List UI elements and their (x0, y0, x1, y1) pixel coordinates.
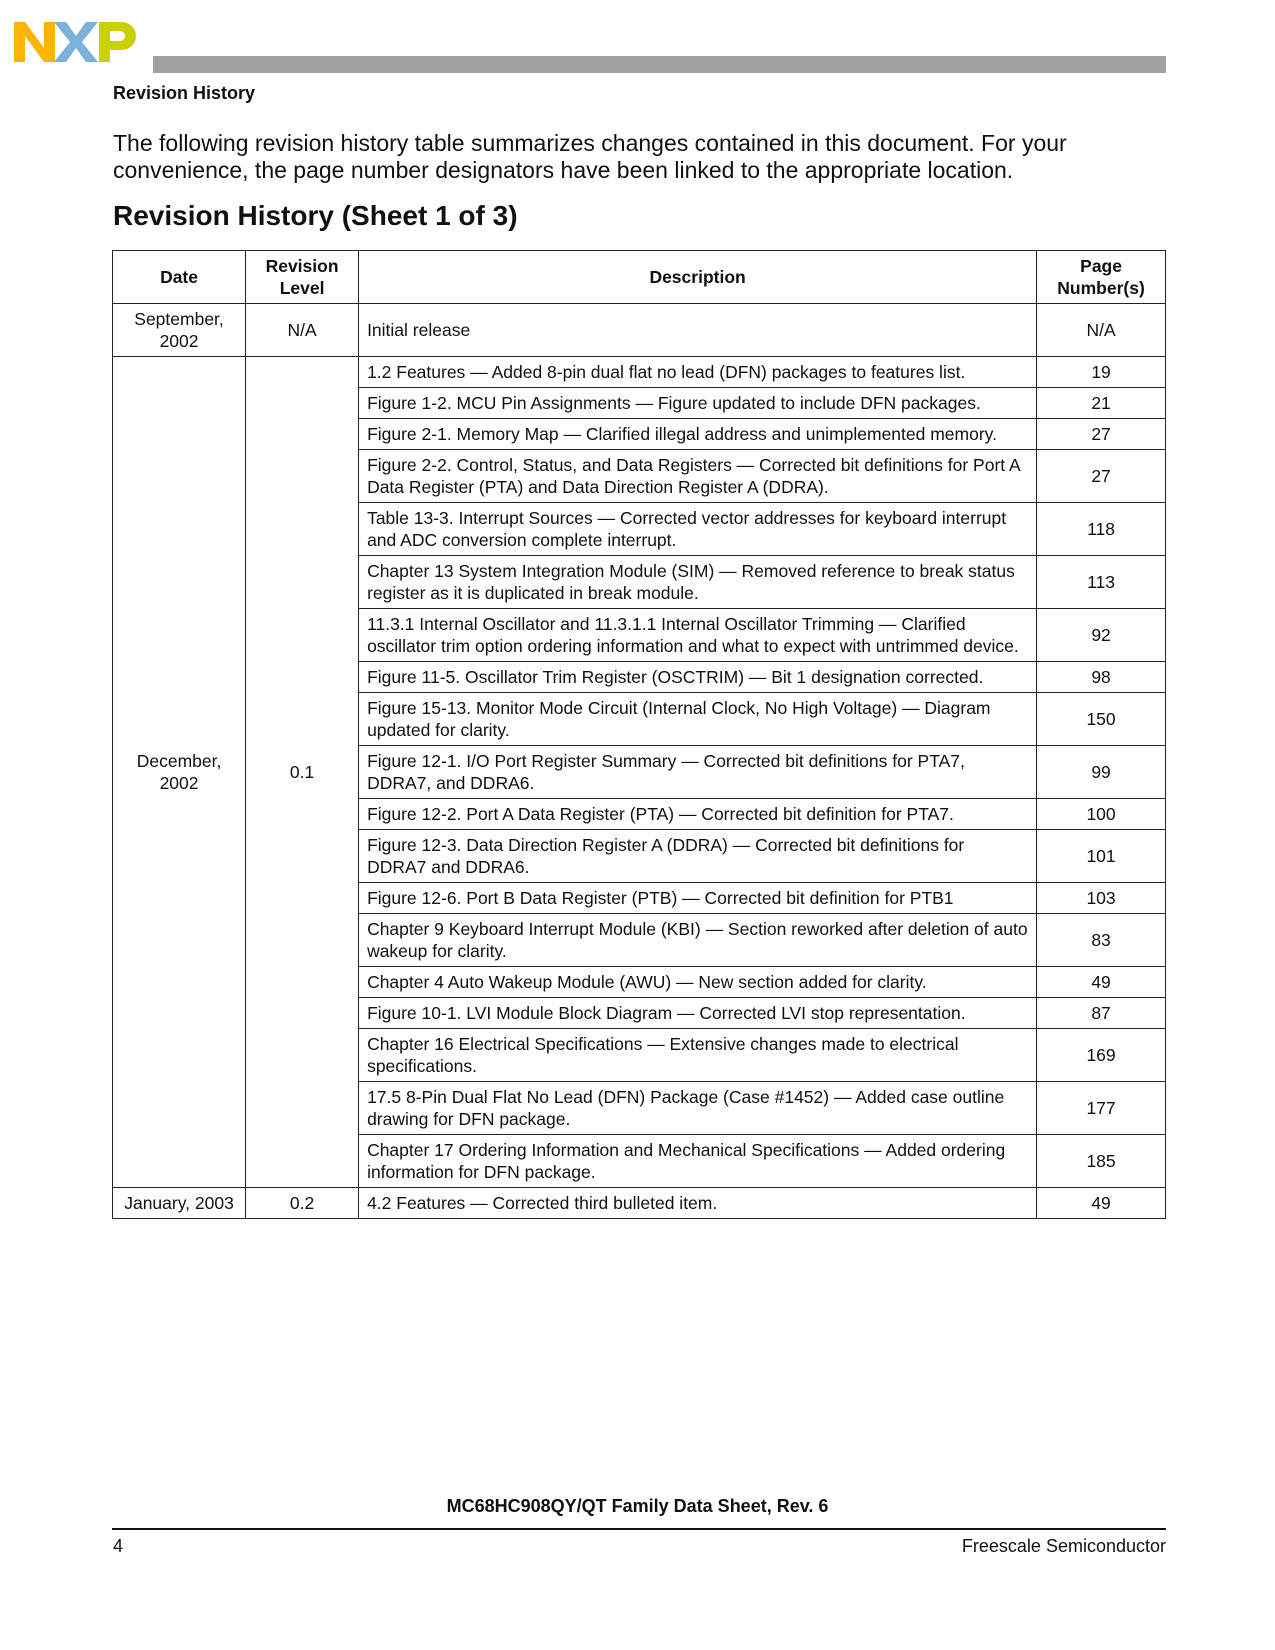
change-description: Chapter 17 Ordering Information and Mechanical Specifications — Added ordering information for DFN package. (359, 1135, 1037, 1188)
page-number-link[interactable]: 100 (1037, 799, 1166, 830)
revision-date: January, 2003 (113, 1188, 246, 1219)
revision-level: N/A (246, 304, 359, 357)
change-description: Figure 12-1. I/O Port Register Summary — Corrected bit definitions for PTA7, DDRA7, and DDRA6. (359, 746, 1037, 799)
page-number-link: N/A (1037, 304, 1166, 357)
header-revision-level: Revision Level (246, 251, 359, 304)
page-number-link[interactable]: 27 (1037, 450, 1166, 503)
page-number-link[interactable]: 49 (1037, 1188, 1166, 1219)
table-header-row (113, 251, 1166, 304)
header-page-numbers: Page Number(s) (1037, 251, 1166, 304)
change-description: Figure 11-5. Oscillator Trim Register (OSCTRIM) — Bit 1 designation corrected. (359, 662, 1037, 693)
intro-paragraph: The following revision history table summarizes changes contained in this document. For your convenience, the page number designators have been linked to the appropriate location. (113, 130, 1067, 183)
change-description: 17.5 8-Pin Dual Flat No Lead (DFN) Package (Case #1452) — Added case outline drawing for DFN package. (359, 1082, 1037, 1135)
company-name: Freescale Semiconductor (961, 1536, 1166, 1556)
page-number-link[interactable]: 98 (1037, 662, 1166, 693)
table-body (113, 304, 1166, 1219)
change-description: Chapter 13 System Integration Module (SIM) — Removed reference to break status register as it is duplicated in break module. (359, 556, 1037, 609)
page-number-link[interactable]: 118 (1037, 503, 1166, 556)
change-description: Figure 1-2. MCU Pin Assignments — Figure updated to include DFN packages. (359, 388, 1037, 419)
footer-rule (112, 1528, 1166, 1530)
table-row (113, 304, 1166, 357)
change-description: Figure 12-3. Data Direction Register A (DDRA) — Corrected bit definitions for DDRA7 and DDRA6. (359, 830, 1037, 883)
page-number-link[interactable]: 99 (1037, 746, 1166, 799)
page-number-link[interactable]: 150 (1037, 693, 1166, 746)
table-row (113, 1188, 1166, 1219)
page-number-link[interactable]: 21 (1037, 388, 1166, 419)
change-description: 11.3.1 Internal Oscillator and 11.3.1.1 Internal Oscillator Trimming — Clarified oscillator trim option ordering information and what to expect with untrimmed device. (359, 609, 1037, 662)
table-title: Revision History (Sheet 1 of 3) (113, 200, 518, 231)
change-description: Figure 12-6. Port B Data Register (PTB) — Corrected bit definition for PTB1 (359, 883, 1037, 914)
change-description: Figure 2-1. Memory Map — Clarified illegal address and unimplemented memory. (359, 419, 1037, 450)
table-row (113, 357, 1166, 388)
change-description: Figure 15-13. Monitor Mode Circuit (Internal Clock, No High Voltage) — Diagram updated for clarity. (359, 693, 1037, 746)
nxp-logo (14, 18, 138, 64)
change-description: Table 13-3. Interrupt Sources — Corrected vector addresses for keyboard interrupt and ADC conversion complete interrupt. (359, 503, 1037, 556)
page-number-link[interactable]: 19 (1037, 357, 1166, 388)
change-description: 1.2 Features — Added 8-pin dual flat no lead (DFN) packages to features list. (359, 357, 1037, 388)
revision-history-table (112, 250, 1166, 1219)
page-number-link[interactable]: 92 (1037, 609, 1166, 662)
page-number-link[interactable]: 87 (1037, 998, 1166, 1029)
change-description: Initial release (359, 304, 1037, 357)
page-number-link[interactable]: 113 (1037, 556, 1166, 609)
page-number: 4 (113, 1536, 124, 1556)
header-description: Description (359, 251, 1037, 304)
page-number-link[interactable]: 27 (1037, 419, 1166, 450)
revision-level: 0.1 (246, 357, 359, 1188)
change-description: Chapter 16 Electrical Specifications — Extensive changes made to electrical specifications. (359, 1029, 1037, 1082)
change-description: 4.2 Features — Corrected third bulleted item. (359, 1188, 1037, 1219)
change-description: Figure 10-1. LVI Module Block Diagram — Corrected LVI stop representation. (359, 998, 1037, 1029)
change-description: Chapter 4 Auto Wakeup Module (AWU) — New section added for clarity. (359, 967, 1037, 998)
revision-level: 0.2 (246, 1188, 359, 1219)
page-number-link[interactable]: 169 (1037, 1029, 1166, 1082)
header-bar (153, 56, 1166, 73)
revision-date: December, 2002 (113, 357, 246, 1188)
page-number-link[interactable]: 185 (1037, 1135, 1166, 1188)
document-title: MC68HC908QY/QT Family Data Sheet, Rev. 6 (446, 1496, 829, 1516)
page-number-link[interactable]: 103 (1037, 883, 1166, 914)
page-number-link[interactable]: 49 (1037, 967, 1166, 998)
header-date: Date (113, 251, 246, 304)
running-head: Revision History (113, 83, 256, 103)
change-description: Figure 2-2. Control, Status, and Data Registers — Corrected bit definitions for Port A Data Register (PTA) and Data Direction Register A (DDRA). (359, 450, 1037, 503)
page-number-link[interactable]: 83 (1037, 914, 1166, 967)
revision-date: September, 2002 (113, 304, 246, 357)
change-description: Chapter 9 Keyboard Interrupt Module (KBI) — Section reworked after deletion of auto wakeup for clarity. (359, 914, 1037, 967)
change-description: Figure 12-2. Port A Data Register (PTA) — Corrected bit definition for PTA7. (359, 799, 1037, 830)
page-number-link[interactable]: 177 (1037, 1082, 1166, 1135)
page-number-link[interactable]: 101 (1037, 830, 1166, 883)
